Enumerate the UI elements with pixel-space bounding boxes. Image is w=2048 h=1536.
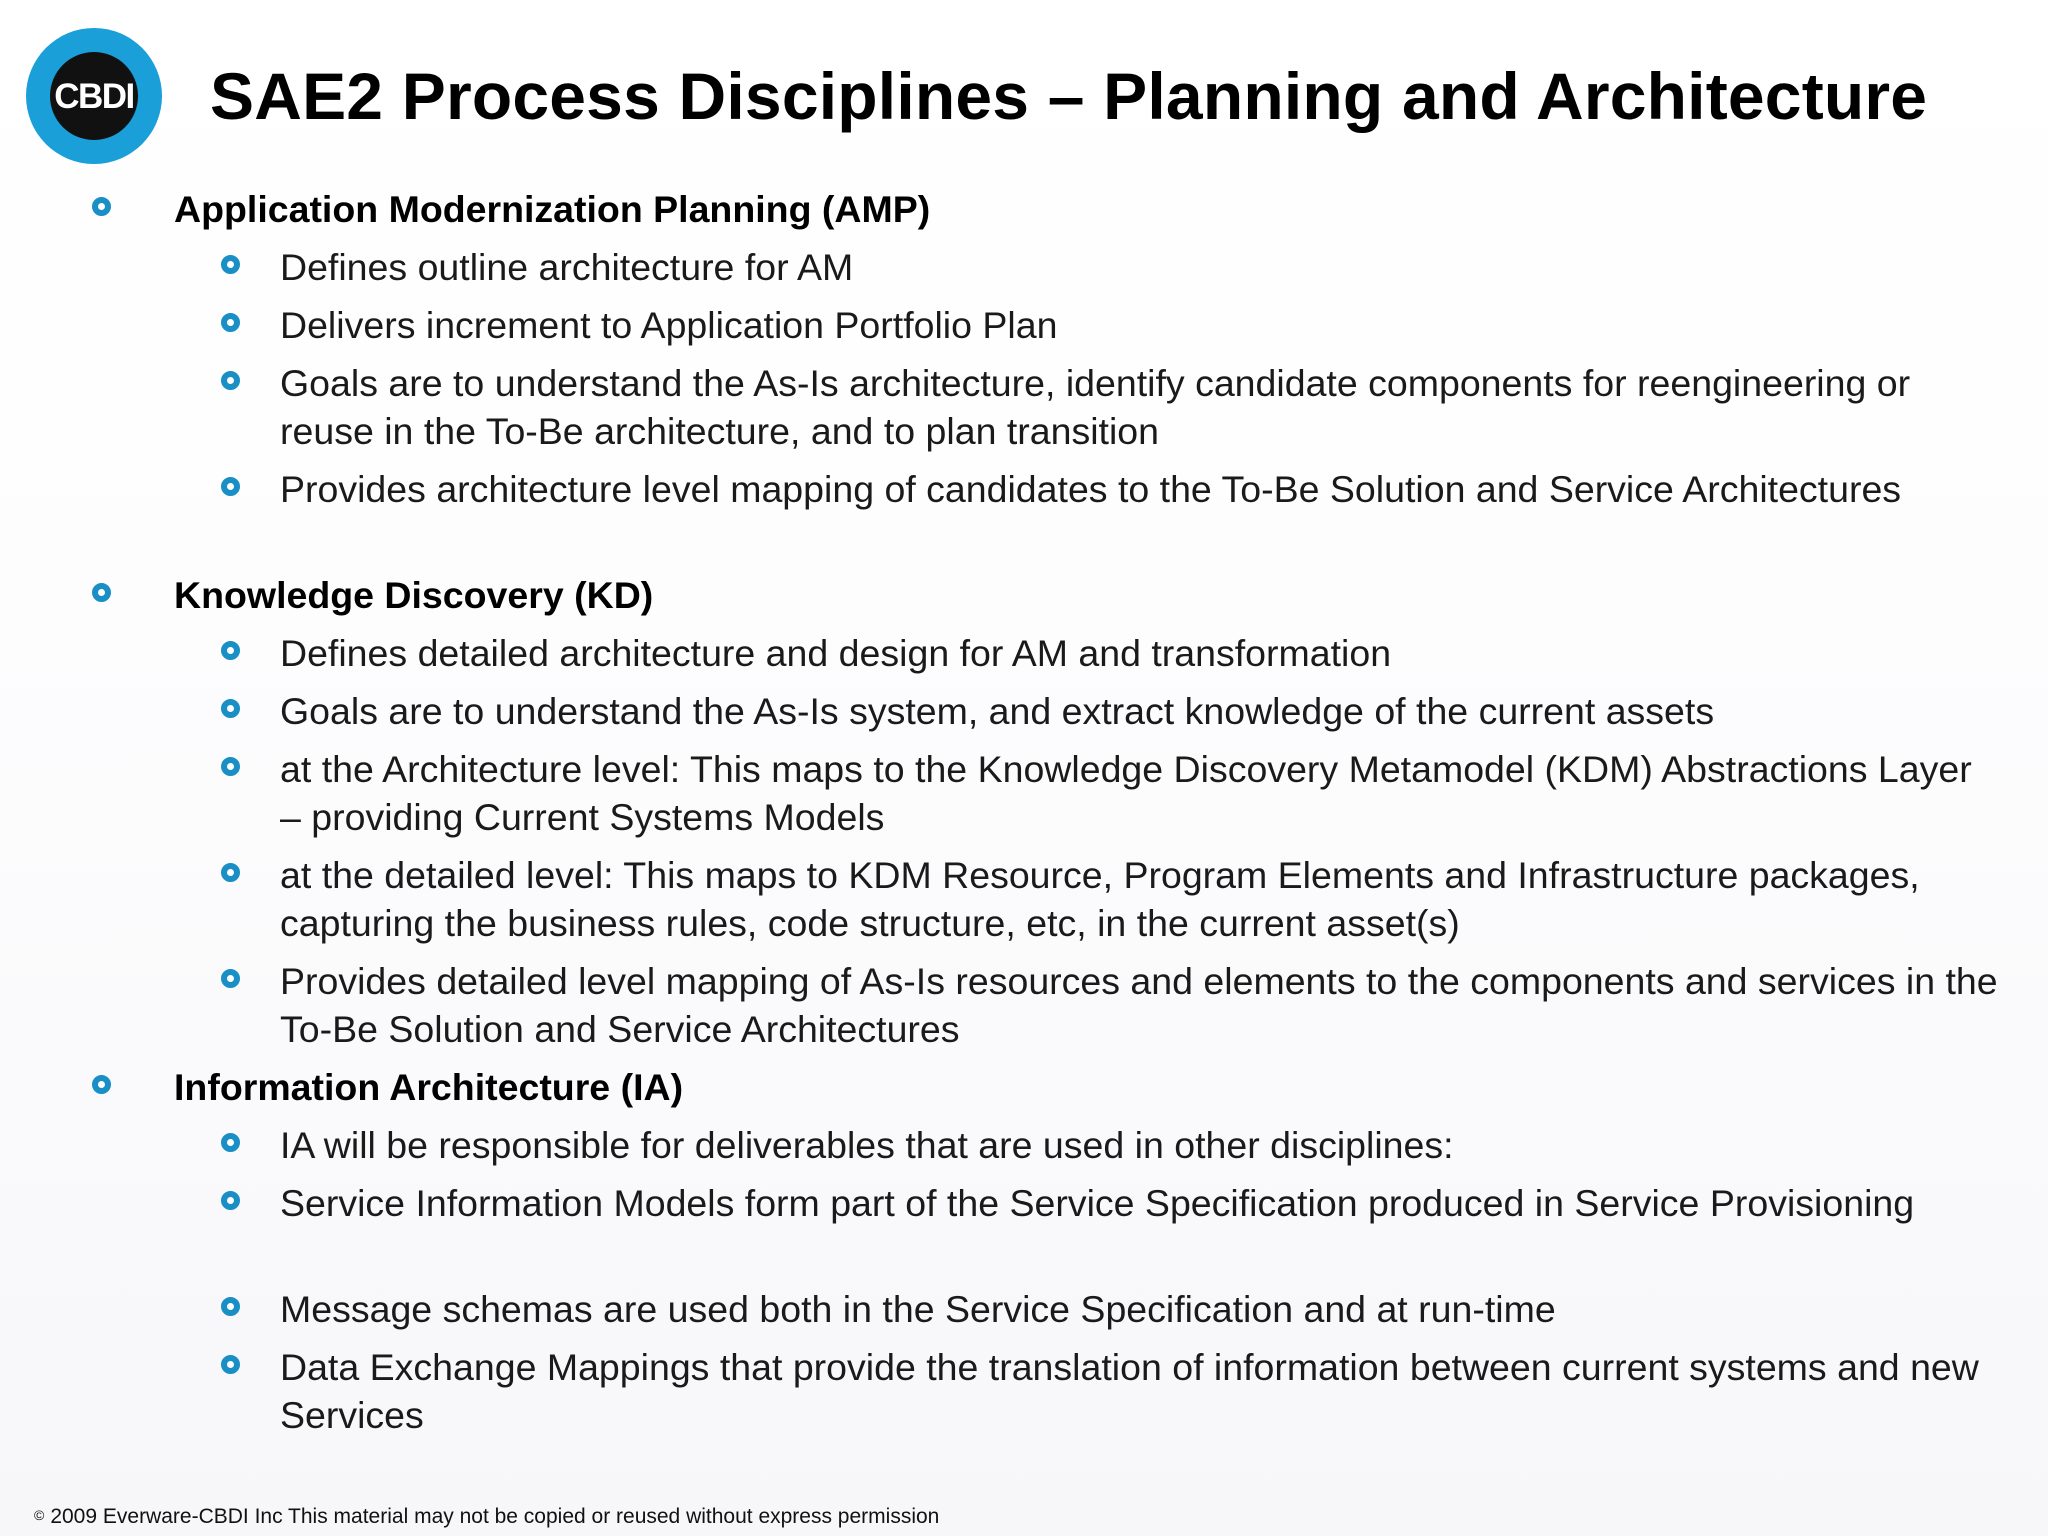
bullet-icon	[92, 1075, 111, 1094]
bullet-icon	[221, 313, 240, 332]
list-item-text: Data Exchange Mappings that provide the translation of information between current systems and new Services	[280, 1346, 1979, 1436]
list-item-text: Defines outline architecture for AM	[280, 246, 854, 288]
section-heading-text: Application Modernization Planning (AMP)	[174, 188, 931, 230]
bullet-icon	[221, 969, 240, 988]
list-item	[280, 301, 2000, 349]
list-item	[280, 1343, 2000, 1439]
list-item-text: Defines detailed architecture and design for AM and transformation	[280, 632, 1392, 674]
bullet-icon	[221, 1297, 240, 1316]
section-heading-kd	[174, 571, 653, 619]
list-item	[280, 1285, 2000, 1333]
list-item-text: Provides detailed level mapping of As-Is resources and elements to the components and services in the To-Be Solution and Service Architectures	[280, 960, 1998, 1050]
bullet-icon	[92, 583, 111, 602]
list-item	[280, 687, 2000, 735]
list-item	[280, 745, 2000, 841]
list-item-text: Provides architecture level mapping of candidates to the To-Be Solution and Service Architectures	[280, 468, 1902, 510]
list-item-text: Goals are to understand the As-Is system, and extract knowledge of the current assets	[280, 690, 1715, 732]
list-item	[280, 465, 2000, 513]
bullet-icon	[221, 1355, 240, 1374]
section-heading-text: Information Architecture (IA)	[174, 1066, 684, 1108]
bullet-icon	[221, 255, 240, 274]
list-item-text: at the Architecture level: This maps to the Knowledge Discovery Metamodel (KDM) Abstractions Layer – providing Current Systems Models	[280, 748, 1972, 838]
list-item	[280, 359, 2000, 455]
bullet-icon	[221, 371, 240, 390]
section-heading-amp	[174, 185, 930, 233]
bullet-icon	[221, 1191, 240, 1210]
list-item-text: at the detailed level: This maps to KDM Resource, Program Elements and Infrastructure packages, capturing the business rules, code structure, etc, in the current asset(s)	[280, 854, 1920, 944]
list-item	[280, 957, 2000, 1053]
list-item-text: Service Information Models form part of the Service Specification produced in Service Provisioning	[280, 1182, 1915, 1224]
bullet-icon	[92, 197, 111, 216]
section-heading-text: Knowledge Discovery (KD)	[174, 574, 654, 616]
bullet-icon	[221, 863, 240, 882]
bullet-icon	[221, 699, 240, 718]
bullet-icon	[221, 477, 240, 496]
logo-text: CBDI	[54, 77, 134, 116]
bullet-icon	[221, 641, 240, 660]
copyright-text: 2009 Everware-CBDI Inc This material may not be copied or reused without express permission	[50, 1505, 940, 1528]
list-item-text: Goals are to understand the As-Is architecture, identify candidate components for reengineering or reuse in the To-Be architecture, and to plan transition	[280, 362, 1911, 452]
list-item-text: IA will be responsible for deliverables that are used in other disciplines:	[280, 1124, 1454, 1166]
copyright-symbol: ©	[34, 1507, 45, 1523]
list-item	[280, 1179, 2000, 1227]
bullet-icon	[221, 1133, 240, 1152]
list-item-text: Message schemas are used both in the Service Specification and at run-time	[280, 1288, 1556, 1330]
bullet-icon	[221, 757, 240, 776]
copyright-footer	[34, 1505, 939, 1529]
list-item	[280, 1121, 2000, 1169]
list-item	[280, 851, 2000, 947]
list-item-text: Delivers increment to Application Portfolio Plan	[280, 304, 1058, 346]
section-heading-ia	[174, 1063, 683, 1111]
list-item	[280, 629, 2000, 677]
list-item	[280, 243, 2000, 291]
cbdi-logo	[24, 26, 164, 166]
slide-title: SAE2 Process Disciplines – Planning and Architecture	[210, 59, 1928, 133]
